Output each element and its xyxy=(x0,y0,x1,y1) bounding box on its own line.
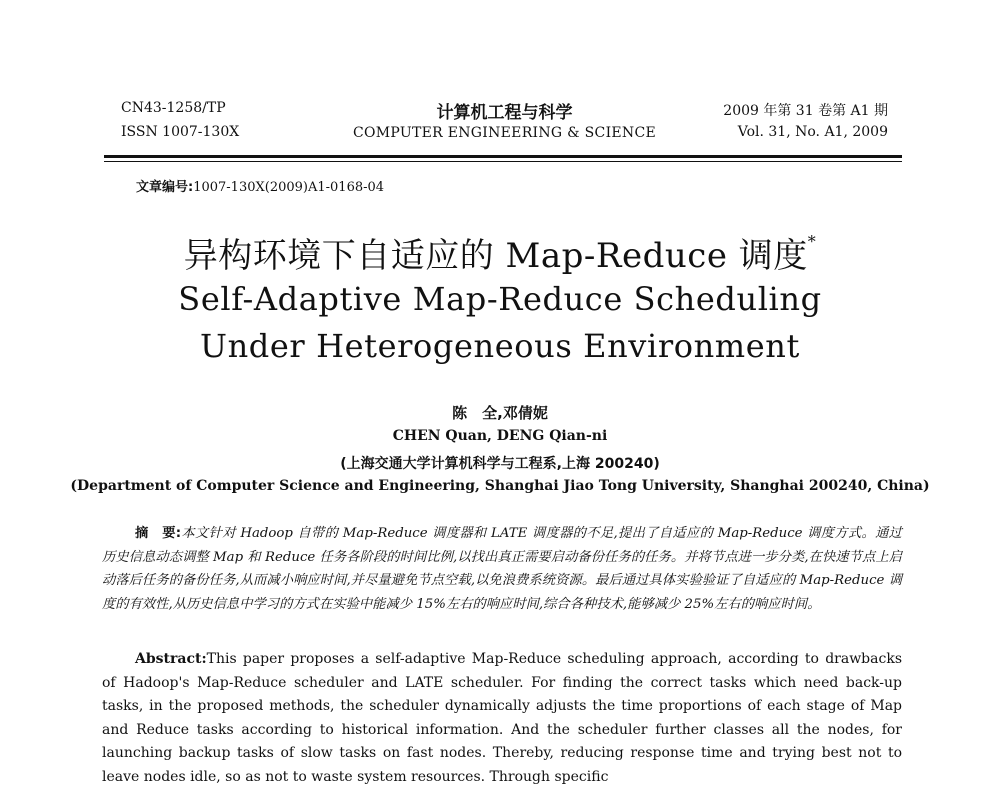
title-en-line1: Self-Adaptive Map-Reduce Scheduling xyxy=(178,280,822,318)
issue-cn: 2009 年第 31 卷第 A1 期 xyxy=(723,103,888,119)
title-cn-text: 异构环境下自适应的 Map-Reduce 调度 xyxy=(183,236,808,276)
journal-header xyxy=(121,100,888,148)
article-number xyxy=(136,176,384,195)
affiliation-en: (Department of Computer Science and Engineering, Shanghai Jiao Tong University, Shanghai 200240, China) xyxy=(70,478,930,494)
issn: ISSN 1007-130X xyxy=(121,124,240,140)
journal-title-cn: 计算机工程与科学 xyxy=(436,103,573,123)
abstract-en-text: This paper proposes a self-adaptive Map-Reduce scheduling approach, according to drawbacks of Hadoop's Map-Reduce scheduler and LATE scheduler. For finding the correct tasks which need back-up tasks, in the proposed methods, the scheduler dynamically adjusts the time proportions of each stage of Map and Reduce tasks according to historical information. And the scheduler further classes all the nodes, for launching backup tasks of slow tasks on fast nodes. Thereby, reducing response time and trying best not to leave nodes idle, so as not to waste system resources. Through specific xyxy=(102,651,902,785)
article-number-value: 1007-130X(2009)A1-0168-04 xyxy=(193,180,385,195)
title-en-line2: Under Heterogeneous Environment xyxy=(200,327,800,365)
issue-en: Vol. 31, No. A1, 2009 xyxy=(737,124,888,140)
abstract-en xyxy=(102,648,902,789)
authors-cn: 陈 全,邓倩妮 xyxy=(452,404,548,422)
title-footnote-mark: * xyxy=(807,232,817,251)
cn-number: CN43-1258/TP xyxy=(121,100,226,116)
affiliation-cn: (上海交通大学计算机科学与工程系,上海 200240) xyxy=(340,456,660,472)
article-number-label: 文章编号: xyxy=(136,180,194,195)
abstract-cn xyxy=(102,522,902,616)
header-rule-thick xyxy=(104,155,902,158)
abstract-en-label: Abstract: xyxy=(135,651,207,667)
abstract-cn-text: 本文针对 Hadoop 自带的 Map-Reduce 调度器和 LATE 调度器的不足,提出了自适应的 Map-Reduce 调度方式。通过历史信息动态调整 Map 和 Reduce 任务各阶段的时间比例,以找出真正需要启动备份任务的任务。并将节点进一步分类,在快速节点上启动落后任务的备份任务,从而减小响应时间,并尽量避免节点空载,以免浪费系统资源。最后通过具体实验验证了自适应的 Map-Reduce 调度的有效性,从历史信息中学习的方式在实验中能减少 15%左右的响应时间,综合各种技术,能够减少 25%左右的响应时间。 xyxy=(102,526,902,612)
journal-title-en: COMPUTER ENGINEERING & SCIENCE xyxy=(352,125,657,141)
header-rule-thin xyxy=(104,161,902,162)
abstract-cn-label: 摘 要: xyxy=(135,526,182,541)
authors-en: CHEN Quan, DENG Qian-ni xyxy=(392,428,608,444)
title-cn xyxy=(0,228,1000,277)
